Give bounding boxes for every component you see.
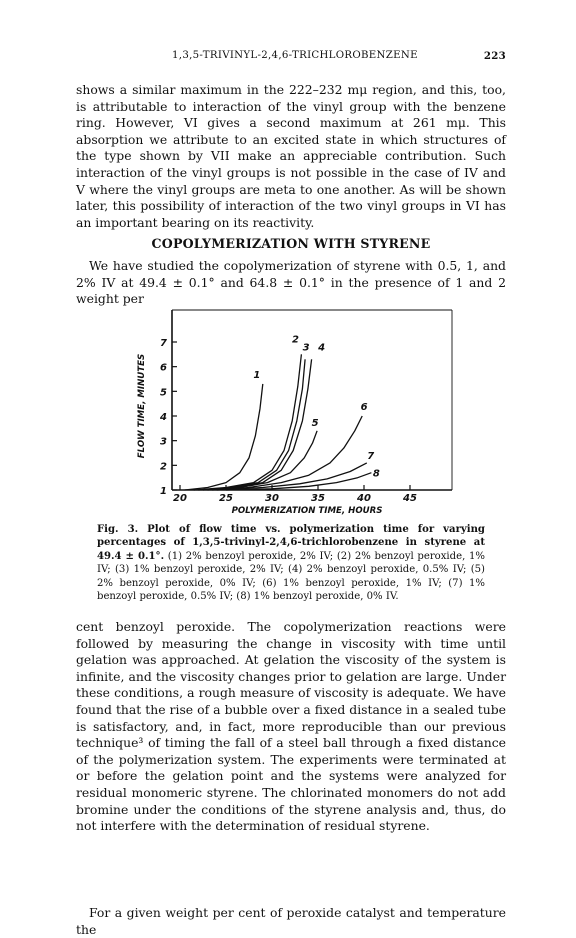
flow-time-chart [130, 300, 460, 522]
x-tick-label: 40 [357, 493, 371, 504]
series-label-3: 3 [302, 342, 310, 354]
x-tick-label: 45 [403, 493, 417, 504]
series-label-1: 1 [253, 369, 261, 381]
running-header [76, 50, 506, 66]
series-label-8: 8 [372, 468, 380, 480]
y-axis-label: FLOW TIME, MINUTES [137, 353, 147, 459]
series-curve-1 [185, 384, 263, 490]
y-tick-label: 2 [160, 461, 167, 473]
x-tick-label: 20 [173, 493, 187, 504]
y-tick-label: 3 [160, 436, 167, 448]
series-label-6: 6 [360, 402, 368, 413]
caption-lead: Fig. 3. Plot of flow time vs. polymerization time for varying percentages of 1,3,5-trivinyl-2,4,6-trichlorobenzene in styrene at 49.4 ± 0.1°. [97, 524, 485, 562]
paragraph-uv-absorption: shows a similar maximum in the 222–232 mμ region, and this, too, is attributable to interaction of the vinyl group with the benzene ring. However, VI gives a second maximum at 261 mμ. This absorption we attribute to an excited state in which structures of the type shown by VII make an appreciable contribution. Such interaction of the vinyl groups is not possible in the case of IV and V where the vinyl groups are meta to one another. As will be shown later, this possibility of interaction of the two vinyl groups in VI has an important bearing on its reactivity. [76, 82, 506, 230]
x-tick-label: 35 [311, 493, 325, 504]
figure-3 [130, 300, 460, 522]
caption-body: (1) 2% benzoyl peroxide, 2% IV; (2) 2% benzoyl peroxide, 1% IV; (3) 1% benzoyl peroxide, 2% IV; (4) 2% benzoyl peroxide, 0.5% IV; (5) 2% benzoyl peroxide, 0% IV; (6) 1% benzoyl peroxide, 1% IV; (7) 1% benzoyl peroxide, 0.5% IV; (8) 1% benzoyl peroxide, 0% IV. [97, 550, 485, 603]
series-curve-5 [208, 431, 318, 490]
running-title: 1,3,5-TRIVINYL-2,4,6-TRICHLOROBENZENE [172, 50, 418, 61]
section-heading: COPOLYMERIZATION WITH STYRENE [151, 236, 431, 251]
y-tick-label: 5 [160, 387, 167, 399]
paragraph-viscosity-method: cent benzoyl peroxide. The copolymerization reactions were followed by measuring the change in viscosity with time until gelation was approached. At gelation the viscosity of the system is infinite, and the viscosity changes prior to gelation are large. Under these conditions, a rough measure of viscosity is adequate. We have found that the rise of a bubble over a fixed distance in a sealed tube is satisfactory, and, in fact, more reproducible than our previous technique³ of timing the fall of a steel ball through a fixed distance of the polymerization system. The experiments were terminated at or before the gelation point and the systems were analyzed for residual monomeric styrene. The chlorinated monomers do not add bromine under the conditions of the styrene analysis and, thus, do not interfere with the determination of residual styrene. [76, 619, 506, 834]
y-tick-label: 1 [160, 486, 167, 497]
y-tick-label: 4 [160, 412, 167, 423]
figure-caption [97, 523, 485, 603]
chart-series [185, 354, 375, 490]
x-axis-label: POLYMERIZATION TIME, HOURS [231, 506, 383, 516]
x-tick-label: 30 [265, 493, 279, 504]
series-curve-2 [194, 354, 302, 490]
paragraph-peroxide-catalyst: For a given weight per cent of peroxide catalyst and temperature the [76, 905, 506, 937]
series-label-7: 7 [367, 450, 375, 462]
series-label-5: 5 [311, 417, 319, 429]
paragraph-copolymerization-intro: We have studied the copolymerization of styrene with 0.5, 1, and 2% IV at 49.4 ± 0.1° and 64.8 ± 0.1° in the presence of 1 and 2 weight per [76, 258, 506, 307]
y-tick-label: 6 [160, 362, 167, 374]
y-tick-label: 7 [160, 338, 167, 349]
series-curve-3 [198, 359, 305, 490]
chart-axes [172, 310, 452, 490]
series-label-4: 4 [318, 342, 326, 354]
x-tick-label: 25 [219, 493, 233, 504]
series-label-2: 2 [291, 334, 299, 346]
page-number: 223 [483, 50, 506, 62]
